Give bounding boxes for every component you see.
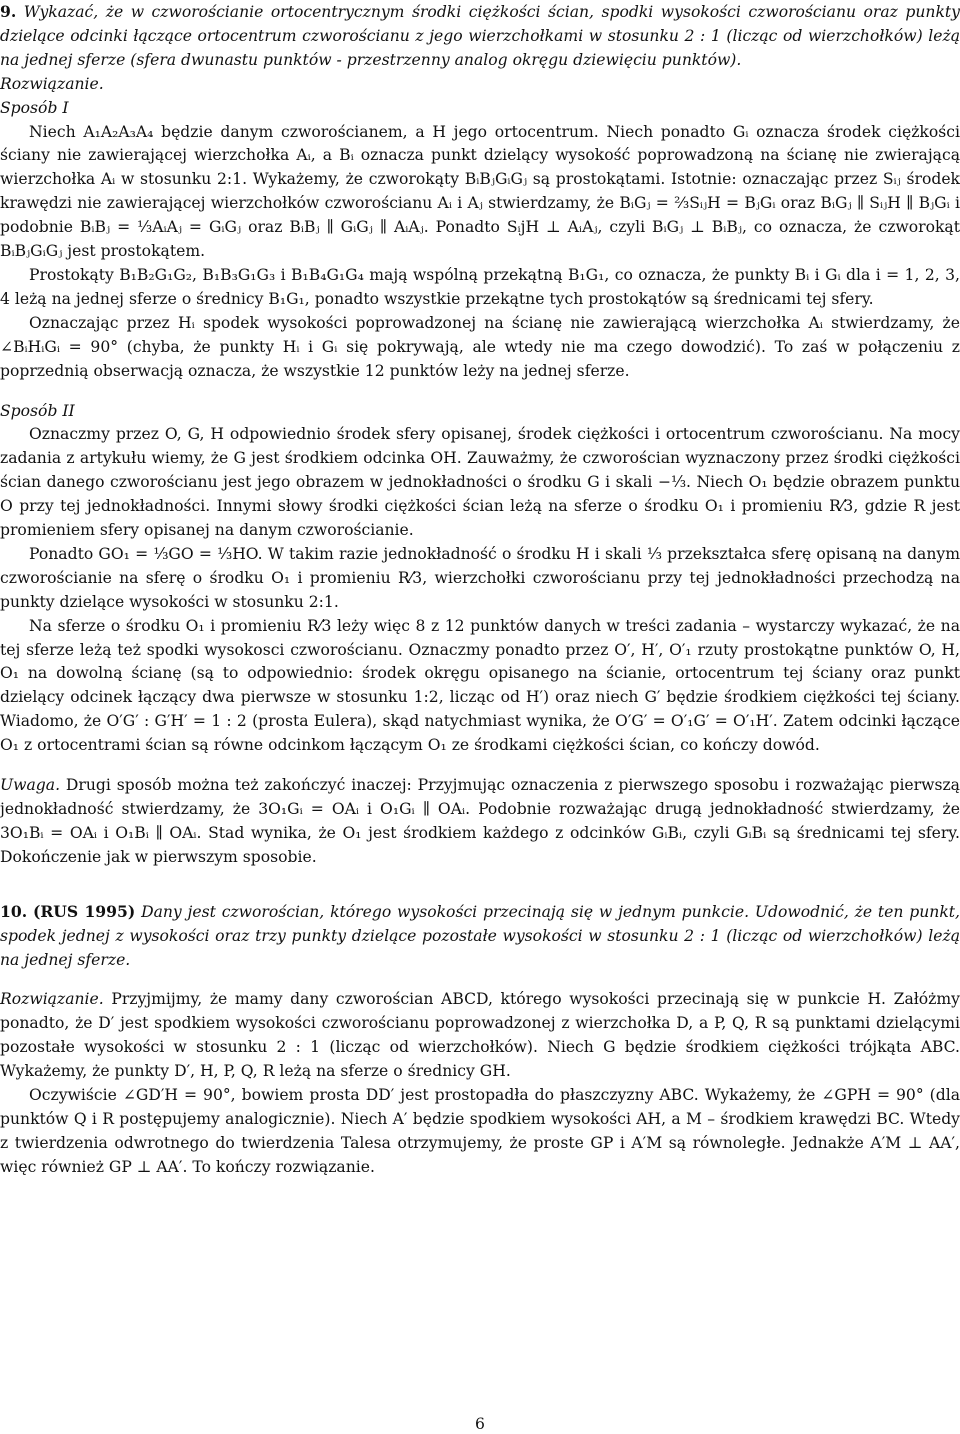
method-2-paragraph: Ponadto GO₁ = ⅓GO = ⅓HO. W takim razie jednokładność o środku H i skali ⅓ przekształca sferę opisaną na danym czworościanie na sferę o środku O₁ i promieniu R⁄3, wierzchołki czworościanu przy tej jednokładności przechodzą na punkty dzielące wysokości w stosunku 2:1. [0,544,960,611]
spacer [0,758,960,774]
solution-label: Rozwiązanie. [0,74,104,93]
spacer [0,384,960,400]
method-1-paragraph: Niech A₁A₂A₃A₄ będzie danym czworościanem, a H jego ortocentrum. Niech ponadto Gᵢ oznacza środek ciężkości ściany nie zawierającej wierzchołka Aᵢ, a Bᵢ oznacza punkt dzielący wysokość poprowadzoną na ścianę nie zwierającą wierzchołka Aᵢ w stosunku 2:1. Wykażemy, że czworokąty BᵢBⱼGᵢGⱼ są prostokątami. Istotnie: oznaczając przez Sᵢⱼ środek krawędzi nie zawierającej wierzchołków czworościanu Aᵢ i Aⱼ stwierdzamy, że BᵢGⱼ = ⅔SᵢⱼH = BⱼGᵢ oraz BᵢGⱼ ∥ SᵢⱼH ∥ BⱼGᵢ i podobnie BᵢBⱼ = ⅓AᵢAⱼ = GᵢGⱼ oraz BᵢBⱼ ∥ GᵢGⱼ ∥ AᵢAⱼ. Ponadto SᵢjH ⊥ AᵢAⱼ, czyli BᵢGⱼ ⊥ BᵢBⱼ, co oznacza, że czworokąt BᵢBⱼGᵢGⱼ jest prostokątem. [0,122,960,261]
problem-10-statement [0,900,960,973]
method-1-heading-text: Sposób I [0,98,69,117]
method-1-paragraph: Prostokąty B₁B₂G₁G₂, B₁B₃G₁G₃ i B₁B₄G₁G₄ mają wspólną przekątną B₁G₁, co oznacza, że punkty Bᵢ i Gᵢ dla i = 1, 2, 3, 4 leżą na jednej sferze o średnicy B₁G₁, ponadto wszystkie przekątne tych prostokątów są średnicami tej sfery. [0,265,960,308]
remark-label: Uwaga. [0,776,61,795]
problem-10-text: Dany jest czworościan, którego wysokości przecinają się w jednym punkcie. Udowodnić, że ten punkt, spodek jednej z wysokości oraz trzy punkty dzielące pozostałe wysokości w stosunku 2 : 1 (licząc od wierzchołków) leżą na jednej sferze. [0,902,960,969]
solution-label: Rozwiązanie. [0,990,104,1009]
problem-9-text: Wykazać, że w czworościanie ortocentrycznym środki ciężkości ścian, spodki wysokości czworościanu oraz punkty dzielące odcinki łączące ortocentrum czworościanu z jego wierzchołkami w stosunku 2 : 1 (licząc od wierzchołków) leżą na jednej sferze (sfera dwunastu punktów - przestrzenny analog okręgu dziewięciu punktów). [0,3,960,69]
method-2-heading [0,400,960,424]
problem-10-paragraph: Przyjmijmy, że mamy dany czworościan ABCD, którego wysokości przecinają się w punkcie H. Załóżmy ponadto, że D′ jest spodkiem wysokości czworościanu poprowadzonej z wierzchołka D, a P, Q, R są punktami dzielącymi pozostałe wysokości w stosunku 2 : 1 (licząc od wierzchołków). Niech G będzie środkiem ciężkości trójkąta ABC. Wykażemy, że punkty D′, H, P, Q, R leżą na sferze o średnicy GH. [0,990,960,1081]
problem-9-statement [0,0,960,73]
method-2-paragraph: Na sferze o środku O₁ i promieniu R⁄3 leży więc 8 z 12 punktów danych w treści zadania – wystarczy wykazać, że na tej sferze leżą też spodki wysokosci czworościanu. Oznaczmy ponadto przez O′, H′, O′₁ rzuty prostokątne punktów O, H, O₁ na dowolną ścianę (są to odpowiednio: środek okręgu opisanego na ścianie, ortocentrum tej ściany oraz punkt dzielący odcinek łączący dwa pierwsze w stosunku 1:2, licząc od H′) oraz niech G′ będzie środkiem ciężkości tej ściany. Wiadomo, że O′G′ : G′H′ = 1 : 2 (prosta Eulera), skąd natychmiast wynika, że O′G′ = O′₁G′ = O′₁H′. Zatem odcinki łączące O₁ z ortocentrami ścian są równe odcinkom łączącym O₁ ze środkami ciężkości ścian, co kończy dowód. [0,616,960,755]
problem-9-number: 9. [0,2,17,21]
remark [0,774,960,870]
problem-10-solution [0,988,960,1084]
spacer [0,972,960,988]
method-2-heading-text: Sposób II [0,401,75,420]
method-2-paragraph: Oznaczmy przez O, G, H odpowiednio środek sfery opisanej, środek ciężkości i ortocentrum czworościanu. Na mocy zadania z artykułu wiemy, że G jest środkiem odcinka OH. Zauważmy, że czworościan wyznaczony przez środki ciężkości ścian danego czworościanu jest jego obrazem w jednokładności o środku G i skali −⅓. Niech O₁ będzie obrazem punktu O przy tej jednokładności. Innymi słowy środki ciężkości ścian leżą na sferze o środku O₁ i promieniu R⁄3, gdzie R jest promieniem sfery opisanej na danym czworościanie. [0,425,960,540]
method-1-paragraph: Oznaczając przez Hᵢ spodek wysokości poprowadzonej na ścianę nie zawierającą wierzchołka Aᵢ stwierdzamy, że ∠BᵢHᵢGᵢ = 90° (chyba, że punkty Hᵢ i Gᵢ się pokrywają, ale wtedy nie ma czego dowodzić). To zaś w połączeniu z poprzednią obserwacją oznacza, że wszystkie 12 punktów leży na jednej sferze. [0,313,960,380]
problem-10-paragraph: Oczywiście ∠GD′H = 90°, bowiem prosta DD′ jest prostopadła do płaszczyzny ABC. Wykażemy, że ∠GPH = 90° (dla punktów Q i R postępujemy analogicznie). Niech A′ będzie spodkiem wysokości AH, a M – środkiem krawędzi BC. Wtedy z twierdzenia odwrotnego do twierdzenia Talesa otrzymujemy, że proste GP i A′M są równoległe. Jednakże A′M ⊥ AA′, więc również GP ⊥ AA′. To kończy rozwiązanie. [0,1086,960,1176]
problem-10-number: 10. [0,901,28,921]
page-number: 6 [475,1415,485,1433]
spacer [0,870,960,900]
method-1-heading [0,97,960,121]
problem-10-source: (RUS 1995) [32,901,136,921]
problem-9-solution-label-line [0,73,960,97]
remark-text: Drugi sposób można też zakończyć inaczej: Przyjmując oznaczenia z pierwszego sposobu i rozważając pierwszą jednokładność stwierdzamy, że 3O₁Gᵢ = OAᵢ i O₁Gᵢ ∥ OAᵢ. Podobnie rozważając drugą jednokładność stwierdzamy, że 3O₁Bᵢ = OAᵢ i O₁Bᵢ ∥ OAᵢ. Stad wynika, że O₁ jest środkiem każdego z odcinków GᵢBᵢ, czyli GᵢBᵢ są średnicami tej sfery. Dokończenie jak w pierwszym sposobie. [0,776,960,866]
